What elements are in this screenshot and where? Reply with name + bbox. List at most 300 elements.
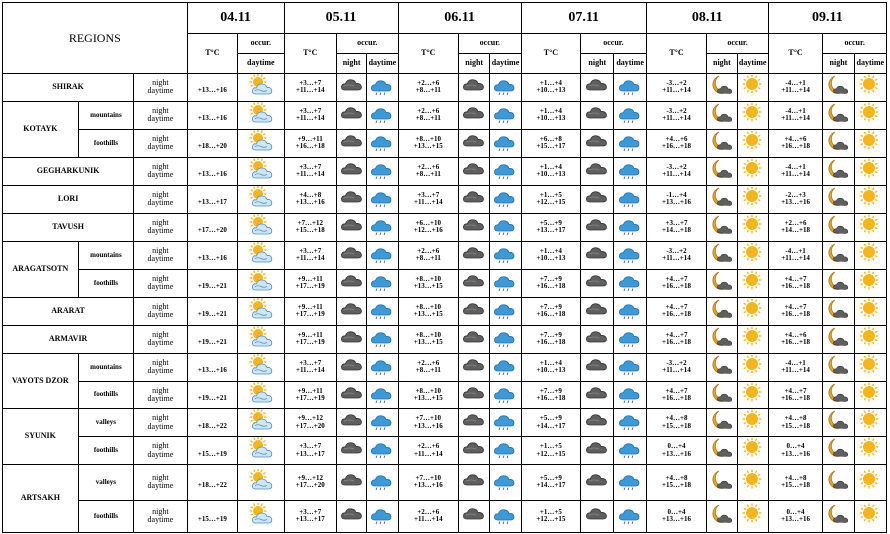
temp-night: +7…+9 bbox=[539, 330, 562, 339]
weather-cell bbox=[367, 297, 398, 325]
temperature-cell bbox=[768, 381, 822, 409]
sun-behind-cloud-icon bbox=[249, 130, 273, 157]
temp-night: +7…+9 bbox=[539, 302, 562, 311]
temperature-cell bbox=[521, 325, 581, 353]
weather-cell bbox=[854, 325, 886, 353]
temp-daytime: +16…+18 bbox=[536, 393, 566, 402]
temperature-cell bbox=[646, 500, 707, 532]
temp-night: -4…+1 bbox=[785, 162, 806, 171]
weather-cell bbox=[614, 101, 646, 129]
temp-night: +4…+6 bbox=[784, 134, 807, 143]
temperature-cell bbox=[521, 129, 581, 157]
temperature-cell bbox=[521, 297, 581, 325]
subregion-name: mountains bbox=[78, 353, 134, 381]
weather-cell bbox=[490, 101, 521, 129]
table-row bbox=[3, 325, 887, 353]
dark-cloud-icon bbox=[585, 326, 609, 353]
weather-cell bbox=[336, 269, 366, 297]
temp-daytime: +11…+14 bbox=[781, 86, 810, 95]
weather-cell bbox=[614, 409, 646, 437]
temp-night: +7…+9 bbox=[539, 274, 562, 283]
temp-night: +2…+6 bbox=[417, 442, 440, 451]
weather-cell bbox=[707, 464, 737, 500]
weather-cell bbox=[823, 129, 854, 157]
dark-cloud-icon bbox=[462, 382, 486, 409]
rain-cloud-icon bbox=[370, 214, 394, 241]
weather-cell bbox=[238, 500, 284, 532]
dark-cloud-icon bbox=[585, 214, 609, 241]
sun-behind-cloud-icon bbox=[249, 74, 273, 101]
dark-cloud-icon bbox=[462, 158, 486, 185]
temp-daytime: +11…+14 bbox=[662, 254, 691, 263]
temp-daytime: +13…+17 bbox=[197, 198, 227, 207]
moon-cloud-icon bbox=[710, 270, 734, 297]
region-name: ARARAT bbox=[3, 297, 134, 325]
temperature-cell bbox=[187, 157, 237, 185]
dark-cloud-icon bbox=[585, 469, 609, 496]
subregion-name: mountains bbox=[78, 241, 134, 269]
temp-daytime: +8…+11 bbox=[415, 114, 441, 123]
temperature-cell bbox=[768, 500, 822, 532]
weather-cell bbox=[737, 269, 768, 297]
temp-night: +4…+7 bbox=[665, 274, 688, 283]
weather-cell bbox=[367, 437, 398, 465]
dark-cloud-icon bbox=[340, 242, 364, 269]
rain-cloud-icon bbox=[493, 326, 517, 353]
weather-cell bbox=[823, 101, 854, 129]
weather-cell bbox=[737, 185, 768, 213]
weather-cell bbox=[459, 325, 490, 353]
rain-cloud-icon bbox=[618, 74, 642, 101]
subregion-name: valleys bbox=[78, 409, 134, 437]
period-labels bbox=[134, 464, 187, 500]
temp-night: +4…+8 bbox=[665, 414, 688, 423]
sun-behind-cloud-icon bbox=[249, 158, 273, 185]
weather-cell bbox=[854, 409, 886, 437]
dark-cloud-icon bbox=[340, 298, 364, 325]
sun-icon bbox=[741, 74, 765, 101]
weather-cell bbox=[581, 269, 614, 297]
weather-cell bbox=[459, 213, 490, 241]
rain-cloud-icon bbox=[370, 130, 394, 157]
dark-cloud-icon bbox=[340, 469, 364, 496]
temp-night: +1…+4 bbox=[539, 246, 562, 255]
temp-night: +1…+5 bbox=[539, 442, 562, 451]
period-labels bbox=[134, 500, 187, 532]
weather-cell bbox=[707, 74, 737, 102]
temp-daytime: +11…+14 bbox=[414, 515, 443, 524]
weather-cell bbox=[823, 353, 854, 381]
period-labels bbox=[134, 241, 187, 269]
temp-night: +7…+10 bbox=[415, 474, 442, 483]
period-daytime: daytime bbox=[147, 170, 174, 180]
rain-cloud-icon bbox=[618, 242, 642, 269]
weather-cell bbox=[581, 325, 614, 353]
weather-cell bbox=[854, 129, 886, 157]
temperature-cell bbox=[187, 464, 237, 500]
temp-night: +9…+12 bbox=[297, 474, 323, 483]
weather-cell bbox=[823, 213, 854, 241]
moon-cloud-icon bbox=[710, 382, 734, 409]
temp-night: +4…+7 bbox=[784, 302, 807, 311]
region-name: ARTSAKH bbox=[3, 464, 79, 532]
weather-cell bbox=[707, 185, 737, 213]
temp-daytime: +15…+18 bbox=[662, 421, 691, 430]
temp-night: +8…+10 bbox=[415, 134, 442, 143]
weather-cell bbox=[490, 464, 521, 500]
temp-daytime: +16…+18 bbox=[662, 338, 691, 347]
period-daytime: daytime bbox=[147, 366, 174, 376]
rain-cloud-icon bbox=[370, 326, 394, 353]
weather-cell bbox=[581, 129, 614, 157]
temp-night: -4…+1 bbox=[785, 358, 806, 367]
weather-cell bbox=[854, 269, 886, 297]
temp-night: +1…+5 bbox=[539, 508, 562, 517]
rain-cloud-icon bbox=[618, 158, 642, 185]
weather-cell bbox=[854, 297, 886, 325]
temperature-cell bbox=[398, 213, 459, 241]
weather-cell bbox=[854, 185, 886, 213]
temp-daytime: +14…+18 bbox=[662, 226, 691, 235]
temperature-cell bbox=[187, 500, 237, 532]
rain-cloud-icon bbox=[370, 270, 394, 297]
temp-header: T°C bbox=[284, 34, 336, 74]
moon-cloud-icon bbox=[826, 186, 850, 213]
temp-header: T°C bbox=[521, 34, 581, 74]
temp-daytime: +15…+18 bbox=[295, 226, 325, 235]
weather-cell bbox=[823, 500, 854, 532]
weather-cell bbox=[823, 185, 854, 213]
weather-cell bbox=[854, 157, 886, 185]
weather-cell bbox=[367, 325, 398, 353]
rain-cloud-icon bbox=[618, 298, 642, 325]
table-row bbox=[3, 129, 887, 157]
table-row bbox=[3, 500, 887, 532]
dark-cloud-icon bbox=[462, 130, 486, 157]
temp-night: +9…+11 bbox=[297, 302, 323, 311]
temperature-cell bbox=[284, 464, 336, 500]
temperature-cell bbox=[284, 297, 336, 325]
weather-cell bbox=[336, 437, 366, 465]
temperature-cell bbox=[521, 101, 581, 129]
sun-icon bbox=[741, 409, 765, 436]
period-night: night bbox=[152, 473, 169, 483]
period-night: night bbox=[152, 357, 169, 367]
temp-daytime: +19…+21 bbox=[197, 393, 227, 402]
moon-cloud-icon bbox=[710, 298, 734, 325]
weather-cell bbox=[336, 325, 366, 353]
temperature-cell bbox=[521, 157, 581, 185]
rain-cloud-icon bbox=[493, 298, 517, 325]
weather-cell bbox=[581, 409, 614, 437]
dark-cloud-icon bbox=[340, 158, 364, 185]
temp-daytime: +16…+18 bbox=[536, 338, 566, 347]
temperature-cell bbox=[768, 269, 822, 297]
period-labels bbox=[134, 325, 187, 353]
temp-night: -3…+2 bbox=[666, 162, 687, 171]
weather-cell bbox=[367, 74, 398, 102]
weather-cell bbox=[614, 297, 646, 325]
rain-cloud-icon bbox=[493, 74, 517, 101]
temp-night: +8…+10 bbox=[415, 330, 442, 339]
temp-daytime: +17…+19 bbox=[295, 310, 325, 319]
temp-night: +5…+9 bbox=[539, 474, 562, 483]
dark-cloud-icon bbox=[585, 354, 609, 381]
sun-behind-cloud-icon bbox=[249, 503, 273, 530]
rain-cloud-icon bbox=[370, 186, 394, 213]
occur-header: occur. bbox=[336, 34, 398, 54]
temperature-cell bbox=[768, 325, 822, 353]
sun-icon bbox=[858, 158, 882, 185]
temp-daytime: +16…+18 bbox=[781, 282, 811, 291]
period-labels bbox=[134, 437, 187, 465]
temp-daytime: +11…+14 bbox=[781, 254, 810, 263]
temp-daytime: +14…+18 bbox=[781, 226, 811, 235]
temp-night: +4…+8 bbox=[784, 414, 807, 423]
weather-cell bbox=[336, 213, 366, 241]
period-labels bbox=[134, 213, 187, 241]
temp-daytime: +16…+18 bbox=[781, 393, 811, 402]
temp-daytime: +11…+14 bbox=[662, 86, 691, 95]
temp-daytime: +10…+13 bbox=[536, 170, 566, 179]
moon-cloud-icon bbox=[710, 409, 734, 436]
weather-cell bbox=[823, 157, 854, 185]
table-row bbox=[3, 464, 887, 500]
temp-daytime: +15…+19 bbox=[197, 449, 227, 458]
period-labels bbox=[134, 74, 187, 102]
period-night: night bbox=[152, 413, 169, 423]
temp-daytime: +13…+15 bbox=[413, 142, 443, 151]
period-night: night bbox=[152, 329, 169, 339]
daytime-header: daytime bbox=[238, 54, 284, 74]
table-row bbox=[3, 241, 887, 269]
weather-cell bbox=[614, 464, 646, 500]
temp-night: +7…+12 bbox=[297, 218, 323, 227]
weather-cell bbox=[367, 269, 398, 297]
forecast-table bbox=[2, 2, 887, 533]
temp-daytime: +11…+14 bbox=[662, 170, 691, 179]
region-name: ARAGATSOTN bbox=[3, 241, 79, 297]
dark-cloud-icon bbox=[462, 74, 486, 101]
rain-cloud-icon bbox=[493, 130, 517, 157]
sun-icon bbox=[858, 242, 882, 269]
period-daytime: daytime bbox=[147, 114, 174, 124]
temperature-cell bbox=[398, 241, 459, 269]
weather-cell bbox=[737, 213, 768, 241]
temp-daytime: +16…+18 bbox=[536, 310, 566, 319]
period-daytime: daytime bbox=[147, 254, 174, 264]
weather-cell bbox=[614, 74, 646, 102]
dark-cloud-icon bbox=[462, 214, 486, 241]
weather-cell bbox=[238, 101, 284, 129]
region-name: TAVUSH bbox=[3, 213, 134, 241]
temperature-cell bbox=[187, 213, 237, 241]
rain-cloud-icon bbox=[370, 437, 394, 464]
temp-night: +4…+8 bbox=[784, 474, 807, 483]
sun-icon bbox=[741, 382, 765, 409]
weather-cell bbox=[367, 101, 398, 129]
temperature-cell bbox=[284, 185, 336, 213]
temp-daytime: +13…+16 bbox=[197, 366, 227, 375]
dark-cloud-icon bbox=[340, 354, 364, 381]
rain-cloud-icon bbox=[370, 503, 394, 530]
sun-icon bbox=[858, 214, 882, 241]
dark-cloud-icon bbox=[462, 409, 486, 436]
temp-daytime: +12…+16 bbox=[413, 226, 443, 235]
temp-night: +4…+8 bbox=[665, 474, 688, 483]
weather-cell bbox=[490, 500, 521, 532]
period-night: night bbox=[152, 133, 169, 143]
temp-daytime: +8…+11 bbox=[415, 86, 441, 95]
temperature-cell bbox=[646, 464, 707, 500]
temperature-cell bbox=[398, 437, 459, 465]
temp-night: -4…+1 bbox=[785, 79, 806, 88]
weather-cell bbox=[490, 325, 521, 353]
temperature-cell bbox=[768, 213, 822, 241]
dark-cloud-icon bbox=[462, 326, 486, 353]
temp-daytime: +11…+14 bbox=[781, 114, 810, 123]
dark-cloud-icon bbox=[585, 74, 609, 101]
dark-cloud-icon bbox=[340, 437, 364, 464]
weather-cell bbox=[707, 269, 737, 297]
period-night: night bbox=[152, 245, 169, 255]
temperature-cell bbox=[768, 241, 822, 269]
moon-cloud-icon bbox=[826, 158, 850, 185]
temperature-cell bbox=[284, 353, 336, 381]
temperature-cell bbox=[768, 157, 822, 185]
weather-cell bbox=[367, 213, 398, 241]
moon-cloud-icon bbox=[826, 214, 850, 241]
weather-cell bbox=[823, 74, 854, 102]
dark-cloud-icon bbox=[462, 270, 486, 297]
weather-cell bbox=[707, 297, 737, 325]
weather-cell bbox=[459, 297, 490, 325]
temp-night: +2…+6 bbox=[417, 79, 440, 88]
rain-cloud-icon bbox=[618, 186, 642, 213]
weather-cell bbox=[823, 325, 854, 353]
temp-daytime: +12…+15 bbox=[536, 198, 566, 207]
weather-cell bbox=[459, 241, 490, 269]
temp-daytime: +8…+11 bbox=[415, 170, 441, 179]
temp-night: +5…+9 bbox=[539, 414, 562, 423]
table-row bbox=[3, 437, 887, 465]
temperature-cell bbox=[768, 74, 822, 102]
night-header: night bbox=[823, 54, 854, 74]
period-daytime: daytime bbox=[147, 481, 174, 491]
temp-night: +1…+5 bbox=[539, 190, 562, 199]
temp-night: +5…+9 bbox=[539, 218, 562, 227]
weather-cell bbox=[336, 409, 366, 437]
temperature-cell bbox=[398, 464, 459, 500]
weather-cell bbox=[737, 381, 768, 409]
dark-cloud-icon bbox=[462, 242, 486, 269]
region-name: SYUNIK bbox=[3, 409, 79, 465]
weather-cell bbox=[459, 500, 490, 532]
dark-cloud-icon bbox=[340, 186, 364, 213]
temp-daytime: +15…+19 bbox=[197, 515, 227, 524]
weather-cell bbox=[581, 213, 614, 241]
moon-cloud-icon bbox=[710, 242, 734, 269]
temp-daytime: +16…+18 bbox=[662, 142, 691, 151]
temperature-cell bbox=[646, 381, 707, 409]
temp-header: T°C bbox=[646, 34, 707, 74]
table-row bbox=[3, 297, 887, 325]
temperature-cell bbox=[398, 269, 459, 297]
table-row bbox=[3, 409, 887, 437]
temp-night: +1…+4 bbox=[539, 358, 562, 367]
weather-cell bbox=[581, 437, 614, 465]
temperature-cell bbox=[646, 101, 707, 129]
sun-icon bbox=[858, 409, 882, 436]
date-header: 04.11 bbox=[187, 3, 284, 34]
weather-cell bbox=[490, 129, 521, 157]
dark-cloud-icon bbox=[585, 298, 609, 325]
weather-cell bbox=[614, 269, 646, 297]
night-header: night bbox=[707, 54, 737, 74]
temp-daytime: +11…+14 bbox=[295, 366, 325, 375]
weather-cell bbox=[707, 381, 737, 409]
temperature-cell bbox=[521, 409, 581, 437]
temperature-cell bbox=[768, 129, 822, 157]
weather-cell bbox=[367, 185, 398, 213]
temp-daytime: +8…+11 bbox=[415, 366, 441, 375]
temp-daytime: +16…+18 bbox=[295, 142, 325, 151]
weather-cell bbox=[737, 325, 768, 353]
rain-cloud-icon bbox=[493, 158, 517, 185]
moon-cloud-icon bbox=[826, 469, 850, 496]
weather-cell bbox=[490, 437, 521, 465]
sun-behind-cloud-icon bbox=[249, 270, 273, 297]
period-labels bbox=[134, 297, 187, 325]
temp-daytime: +10…+13 bbox=[536, 114, 566, 123]
temp-daytime: +11…+14 bbox=[662, 366, 691, 375]
temp-night: -3…+2 bbox=[666, 106, 687, 115]
weather-cell bbox=[614, 157, 646, 185]
subregion-name: foothills bbox=[78, 500, 134, 532]
weather-cell bbox=[823, 269, 854, 297]
temperature-cell bbox=[187, 129, 237, 157]
weather-cell bbox=[614, 185, 646, 213]
table-row bbox=[3, 213, 887, 241]
weather-cell bbox=[581, 464, 614, 500]
rain-cloud-icon bbox=[493, 437, 517, 464]
temp-night: +4…+7 bbox=[784, 274, 807, 283]
temp-header: T°C bbox=[398, 34, 459, 74]
temp-daytime: +19…+21 bbox=[197, 310, 227, 319]
temp-night: +9…+11 bbox=[297, 134, 323, 143]
subregion-name: foothills bbox=[78, 269, 134, 297]
dark-cloud-icon bbox=[585, 102, 609, 129]
rain-cloud-icon bbox=[493, 242, 517, 269]
temp-night: +9…+11 bbox=[297, 274, 323, 283]
period-daytime: daytime bbox=[147, 86, 174, 96]
temp-header: T°C bbox=[187, 34, 237, 74]
temp-night: -4…+1 bbox=[785, 246, 806, 255]
dark-cloud-icon bbox=[585, 242, 609, 269]
period-night: night bbox=[152, 161, 169, 171]
temp-night: +4…+6 bbox=[665, 134, 688, 143]
rain-cloud-icon bbox=[370, 382, 394, 409]
rain-cloud-icon bbox=[370, 242, 394, 269]
rain-cloud-icon bbox=[618, 214, 642, 241]
weather-cell bbox=[581, 500, 614, 532]
sun-icon bbox=[858, 186, 882, 213]
temperature-cell bbox=[284, 129, 336, 157]
temp-daytime: +11…+14 bbox=[414, 449, 443, 458]
weather-cell bbox=[737, 74, 768, 102]
weather-cell bbox=[238, 464, 284, 500]
temp-daytime: +13…+16 bbox=[662, 449, 691, 458]
